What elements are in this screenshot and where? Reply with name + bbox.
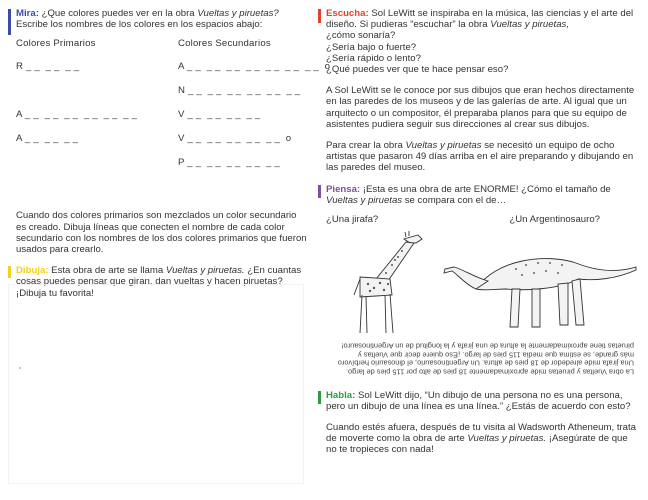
secondary-blank-4[interactable]: V _ _ _ _ _ _ _ _ _ _ o (178, 133, 292, 145)
primary-colors-header: Colores Primarios (16, 38, 96, 50)
right-column (318, 8, 640, 456)
secondary-blank-1[interactable]: A _ _ _ _ _ _ _ _ _ _ _ _ _ _ o (178, 61, 331, 73)
piensa-text: ¡Esta es una obra de arte ENORME! ¿Cómo el tamaño de (360, 183, 611, 195)
habla-para-text: Cuando estés afuera, después de tu visita al Wadsworth Atheneum, trata de moverte como la obra de arte (326, 422, 637, 445)
secondary-blank-3[interactable]: V _ _ _ _ _ _ _ _ (178, 109, 261, 121)
mira-heading: Mira: (16, 8, 39, 19)
habla-para-text-2: ¡Asegúrate de que no te tropieces con nada! (326, 433, 628, 456)
mira-accent-bar (8, 9, 11, 35)
escucha-question-2: ¿Sería bajo o fuerte? (326, 41, 417, 53)
giraffe-illustration (354, 231, 422, 333)
primary-blank-2[interactable]: A _ _ _ _ _ _ _ _ _ _ _ _ (16, 109, 138, 121)
dibuja-text: Esta obra de arte se llama (48, 265, 166, 277)
artwork-title: Vueltas y piruetas (405, 140, 482, 152)
mixing-instructions: Cuando dos colores primarios son mezclados un color secundario es creado. Dibuja líneas que conecten el nombre de cada color secundario con los nombres de los dos colores primarios que fueron usados para crearlo. (16, 210, 307, 256)
habla-heading: Habla: (326, 389, 356, 401)
animal-labels (326, 214, 640, 225)
escucha-question-1: ¿cómo sonaría? (326, 30, 396, 42)
habla-paragraph (326, 422, 640, 456)
artwork-title: Vueltas y piruetas. (165, 265, 245, 277)
primary-blank-3[interactable]: A _ _ _ _ _ _ (16, 133, 79, 145)
habla-text: Sol LeWitt dijo, “Un dibujo de una persona no es una persona, pero un dibujo de una línea es una línea.” ¿Estás de acuerdo con esto? (326, 389, 631, 412)
animal-illustrations (326, 229, 638, 339)
mira-text: ¿Que colores puedes ver en la obra (38, 8, 198, 19)
artwork-title: Vueltas y piruetas, (490, 19, 570, 31)
habla-accent-bar (318, 391, 321, 404)
piensa-text-2: se compara con el de… (402, 194, 507, 206)
giraffe-label: ¿Una jirafa? (326, 214, 379, 226)
escucha-question-3: ¿Sería rápido o lento? (326, 52, 421, 64)
piensa-accent-bar (318, 185, 321, 198)
piensa-section (318, 184, 640, 376)
escucha-question-4: ¿Qué puedes ver que te hace pensar eso? (326, 64, 509, 76)
piensa-heading: Piensa: (326, 183, 361, 195)
primary-blank-1[interactable]: R _ _ _ _ _ _ (16, 61, 80, 73)
drawing-area[interactable] (8, 284, 304, 484)
dibuja-text-2: ¿En cuantas cosas puedes pensar que giran, dan vueltas y hacen piruetas? ¡Dibuja tu favorita! (16, 265, 302, 299)
escucha-heading: Escucha: (326, 8, 369, 19)
dibuja-heading: Dibuja: (16, 265, 49, 277)
escucha-paragraph-1: A Sol LeWitt se le conoce por sus dibujos que eran hechos directamente en las paredes de los museos y de las galerías de arte. Al igual que un arquitecto o un compositor, él preparaba planos para que su equipo de asistentes pudiera seguir sus direcciones al crear sus dibujos. (326, 85, 635, 130)
habla-section (318, 390, 640, 456)
piensa-prompt (326, 184, 640, 206)
color-blanks-grid (16, 38, 331, 188)
secondary-blank-2[interactable]: N _ _ _ _ _ _ _ _ _ _ _ _ (178, 85, 301, 97)
escucha-prompt (326, 8, 640, 30)
mira-instruction: Escribe los nombres de los colores en los espacios abajo: (16, 19, 263, 31)
dinosaur-illustration (444, 259, 636, 327)
dinosaur-label: ¿Un Argentinosauro? (509, 214, 600, 226)
mira-prompt (16, 8, 308, 19)
giraffe-dinosaur-drawing (326, 229, 638, 339)
artwork-title: Vueltas y piruetas. (467, 433, 547, 445)
mira-section (8, 8, 331, 256)
speck (19, 367, 21, 369)
escucha-section (318, 8, 640, 174)
artwork-title: Vueltas y piruetas? (197, 8, 279, 19)
escucha-text: Sol LeWitt se inspiraba en la música, las ciencias y el arte del diseño. Si pudieras “escuchar” la obra (326, 8, 634, 31)
artwork-title: Vueltas y piruetas (326, 194, 403, 206)
escucha-para2-text-2: se necesitó un equipo de ocho artistas que pasaron 49 días arriba en el aire preparando y dibujando en las paredes del museo. (326, 140, 634, 174)
left-column (8, 8, 331, 299)
dibuja-accent-bar (8, 266, 11, 278)
escucha-para2-text: Para crear la obra (326, 140, 406, 152)
escucha-paragraph-2 (326, 140, 640, 174)
habla-prompt (326, 390, 640, 412)
secondary-colors-header: Colores Secundarios (178, 38, 271, 50)
secondary-blank-5[interactable]: P _ _ _ _ _ _ _ _ _ _ (178, 157, 280, 169)
size-comparison-caption: La obra Vueltas y piruetas mide aproximadamente 18 pies de alto por 115 pies de largo. Una jirafa mide alrededor de 18 pies de altura. Un Argentinosaurio, el dinosaurio herbívoro más grande, se estima que media 115 pies de largo. ¡Eso quiere decir que Vueltas y piruetas tiene aproximadamente la altura de una jirafa y la longitud de un Argentinosauro! (337, 341, 634, 377)
escucha-accent-bar (318, 9, 321, 23)
